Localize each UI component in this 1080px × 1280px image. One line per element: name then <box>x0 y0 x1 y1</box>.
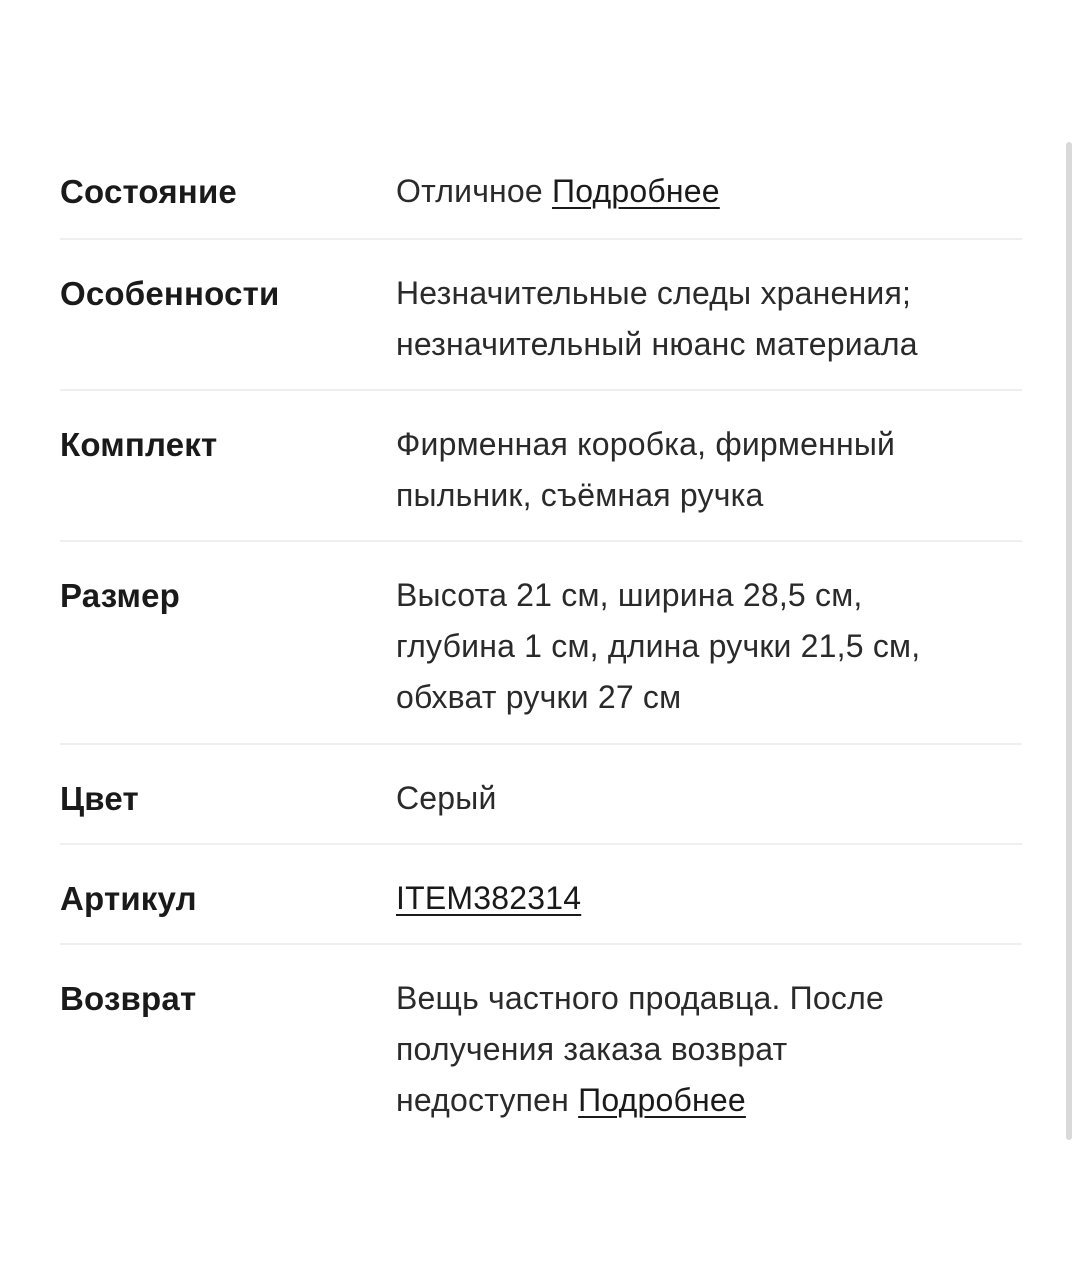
condition-more-link[interactable]: Подробнее <box>552 173 720 209</box>
condition-value: Отличное <box>396 173 543 209</box>
size-label: Размер <box>60 577 181 614</box>
features-line: Незначительные следы хранения; <box>396 275 912 311</box>
returns-label: Возврат <box>60 980 197 1017</box>
spec-row-kit <box>60 391 1022 542</box>
features-label: Особенности <box>60 275 280 312</box>
spec-row-returns <box>60 945 1022 1145</box>
returns-last-line <box>396 1075 1022 1126</box>
product-specs-table <box>60 138 1022 1145</box>
spec-row-features <box>60 240 1022 391</box>
returns-line: получения заказа возврат <box>396 1031 788 1067</box>
condition-value-block <box>396 166 1022 217</box>
spec-row-color <box>60 745 1022 845</box>
spec-row-size <box>60 542 1022 745</box>
size-line: обхват ручки 27 см <box>396 679 682 715</box>
features-line: незначительный нюанс материала <box>396 326 918 362</box>
size-value <box>396 570 1022 723</box>
kit-value <box>396 419 1022 521</box>
features-value <box>396 268 1022 370</box>
returns-more-link[interactable]: Подробнее <box>578 1082 746 1118</box>
scrollbar[interactable] <box>1066 142 1072 1140</box>
color-value: Серый <box>396 780 497 816</box>
condition-label: Состояние <box>60 173 237 210</box>
spec-row-condition <box>60 138 1022 240</box>
size-line: глубина 1 см, длина ручки 21,5 см, <box>396 628 921 664</box>
article-label: Артикул <box>60 880 197 917</box>
kit-line: Фирменная коробка, фирменный <box>396 426 896 462</box>
color-label: Цвет <box>60 780 139 817</box>
size-line: Высота 21 см, ширина 28,5 см, <box>396 577 863 613</box>
returns-line: Вещь частного продавца. После <box>396 980 884 1016</box>
kit-label: Комплект <box>60 426 218 463</box>
spec-row-article <box>60 845 1022 945</box>
kit-line: пыльник, съёмная ручка <box>396 477 764 513</box>
returns-value <box>396 973 1022 1126</box>
article-value-block <box>396 873 1022 924</box>
article-link[interactable]: ITEM382314 <box>396 880 582 916</box>
returns-line: недоступен <box>396 1082 570 1118</box>
